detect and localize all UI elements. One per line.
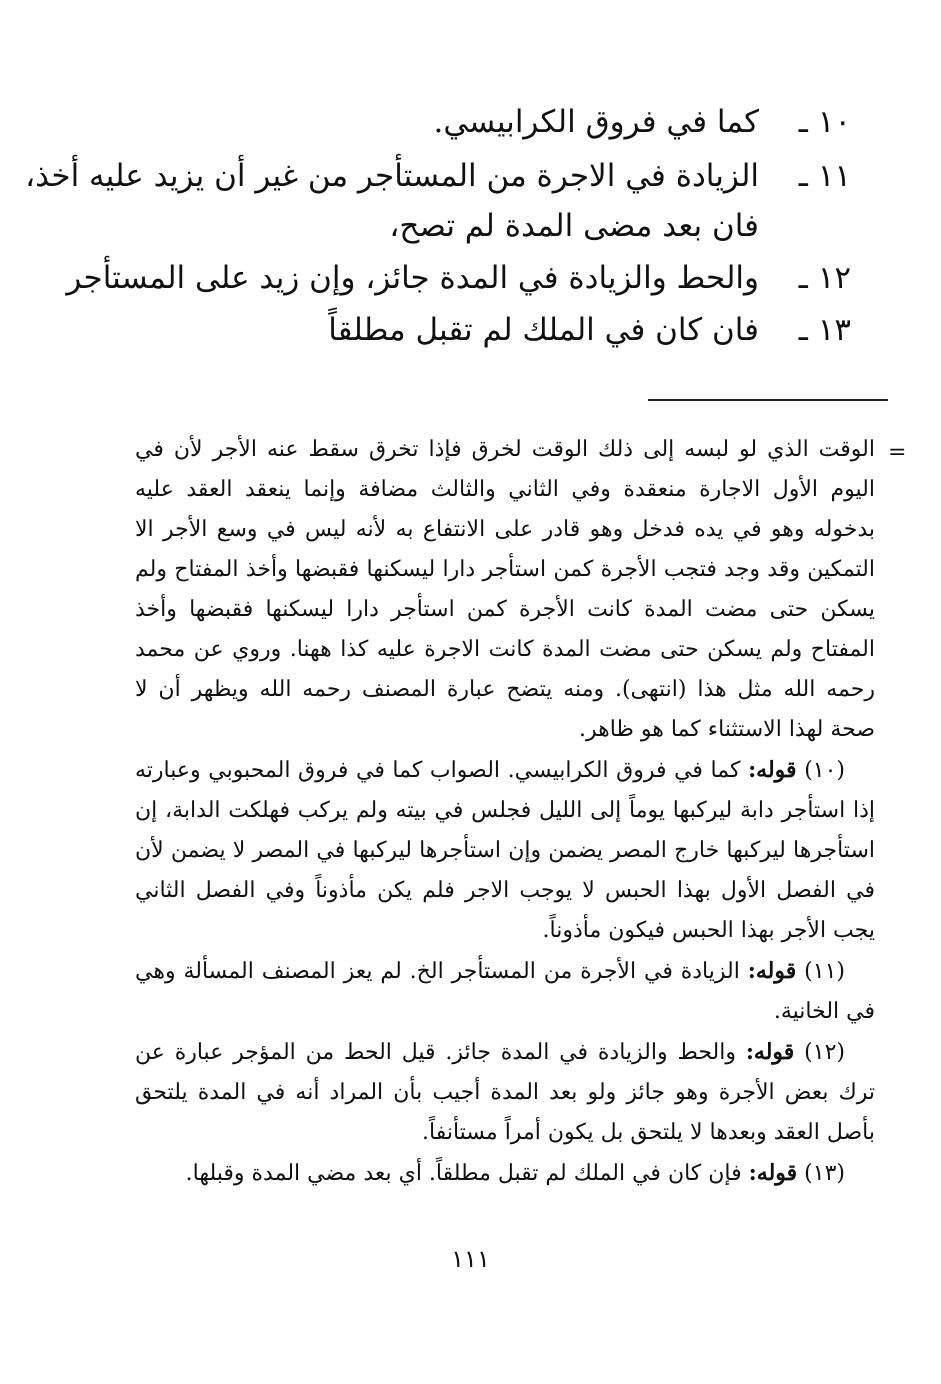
footnote-number: (١٢)	[804, 1040, 845, 1065]
footnote-text: كما في فروق الكرابيسي. الصواب كما في فروق المحبوبي وعبارته إذا استأجر دابة ليركبها يوماً إلى الليل فجلس في بيته ولم يركب فهلكت الدابة، إن استأجرها ليركبها خارج المصر يضمن وإن استأجرها ليركبها في المصر لا يضمن لأن في الفصل الأول بهذا الحبس لا يوجب الاجر فلم يكن مأذوناً وفي الفصل الثاني يجب الأجر بهذا الحبس فيكون مأذوناً.	[135, 758, 875, 943]
footnote-number: (١٠)	[804, 758, 846, 783]
line-number: ١٣ ـ	[798, 312, 851, 348]
footnotes-area	[135, 430, 875, 1194]
main-line-10	[91, 102, 851, 142]
footnote-label: قوله:	[748, 757, 797, 783]
page-number: ١١١	[451, 1245, 490, 1273]
line-text: الزيادة في الاجرة من المستأجر من غير أن يزيد عليه أخذ،	[25, 158, 759, 194]
main-line-11-continued	[0, 206, 759, 246]
line-text: كما في فروق الكرابيسي.	[433, 104, 759, 140]
footnote-label: قوله:	[748, 1160, 798, 1186]
main-line-13	[91, 310, 851, 350]
footnote-text: فإن كان في الملك لم تقبل مطلقاً. أي بعد مضي المدة وقبلها.	[185, 1161, 742, 1186]
footnote-label: قوله:	[745, 1039, 795, 1065]
main-line-11	[25, 156, 851, 196]
footnote-text: الزيادة في الأجرة من المستأجر الخ. لم يعز المصنف المسألة وهي في الخانية.	[135, 959, 875, 1024]
main-line-12	[66, 258, 851, 298]
footnote-number: (١١)	[804, 959, 845, 984]
footnote-11	[135, 951, 875, 1032]
footnote-separator	[648, 399, 888, 401]
footnote-number: (١٣)	[804, 1161, 845, 1186]
footnote-13	[135, 1153, 875, 1194]
line-text: فان بعد مضى المدة لم تصح،	[389, 208, 759, 244]
footnote-10	[135, 750, 875, 951]
line-text: فان كان في الملك لم تقبل مطلقاً	[328, 312, 759, 348]
footnote-text: والحط والزيادة في المدة جائز. قيل الحط من المؤجر عبارة عن ترك بعض الأجرة وهو جائز ولو بعد المدة أجيب بأن المراد أنه في المدة يلتحق بأصل العقد وبعدها لا يلتحق بل يكون أمراً مستأنفاً.	[135, 1040, 875, 1145]
continuation-mark: =	[888, 440, 907, 465]
footnote-label: قوله:	[747, 958, 797, 984]
footnote-12	[135, 1032, 875, 1153]
line-number: ١١ ـ	[798, 158, 851, 194]
line-number: ١٢ ـ	[798, 260, 851, 296]
line-text: والحط والزيادة في المدة جائز، وإن زيد على المستأجر	[66, 260, 759, 296]
line-number: ١٠ ـ	[798, 104, 851, 140]
footnote-continuation: الوقت الذي لو لبسه إلى ذلك الوقت لخرق فإذا تخرق سقط عنه الأجر لأن في اليوم الأول الاجارة منعقدة وفي الثاني والثالث مضافة وإنما ينعقد العقد عليه بدخوله وهو في يده فدخل وهو قادر على الانتفاع به لأنه ليس في وسع الأجر الا التمكين وقد وجد فتجب الأجرة كمن استأجر دارا ليسكنها فقبضها وأخذ المفتاح ولم يسكن حتى مضت المدة كانت الأجرة كمن استأجر دارا ليسكنها فقبضها وأخذ المفتاح ولم يسكن حتى مضت المدة كانت الاجرة عليه كذا ههنا. وروي عن محمد رحمه الله مثل هذا (انتهى). ومنه يتضح عبارة المصنف رحمه الله ويظهر أن لا صحة لهذا الاستثناء كما هو ظاهر.	[135, 437, 875, 742]
